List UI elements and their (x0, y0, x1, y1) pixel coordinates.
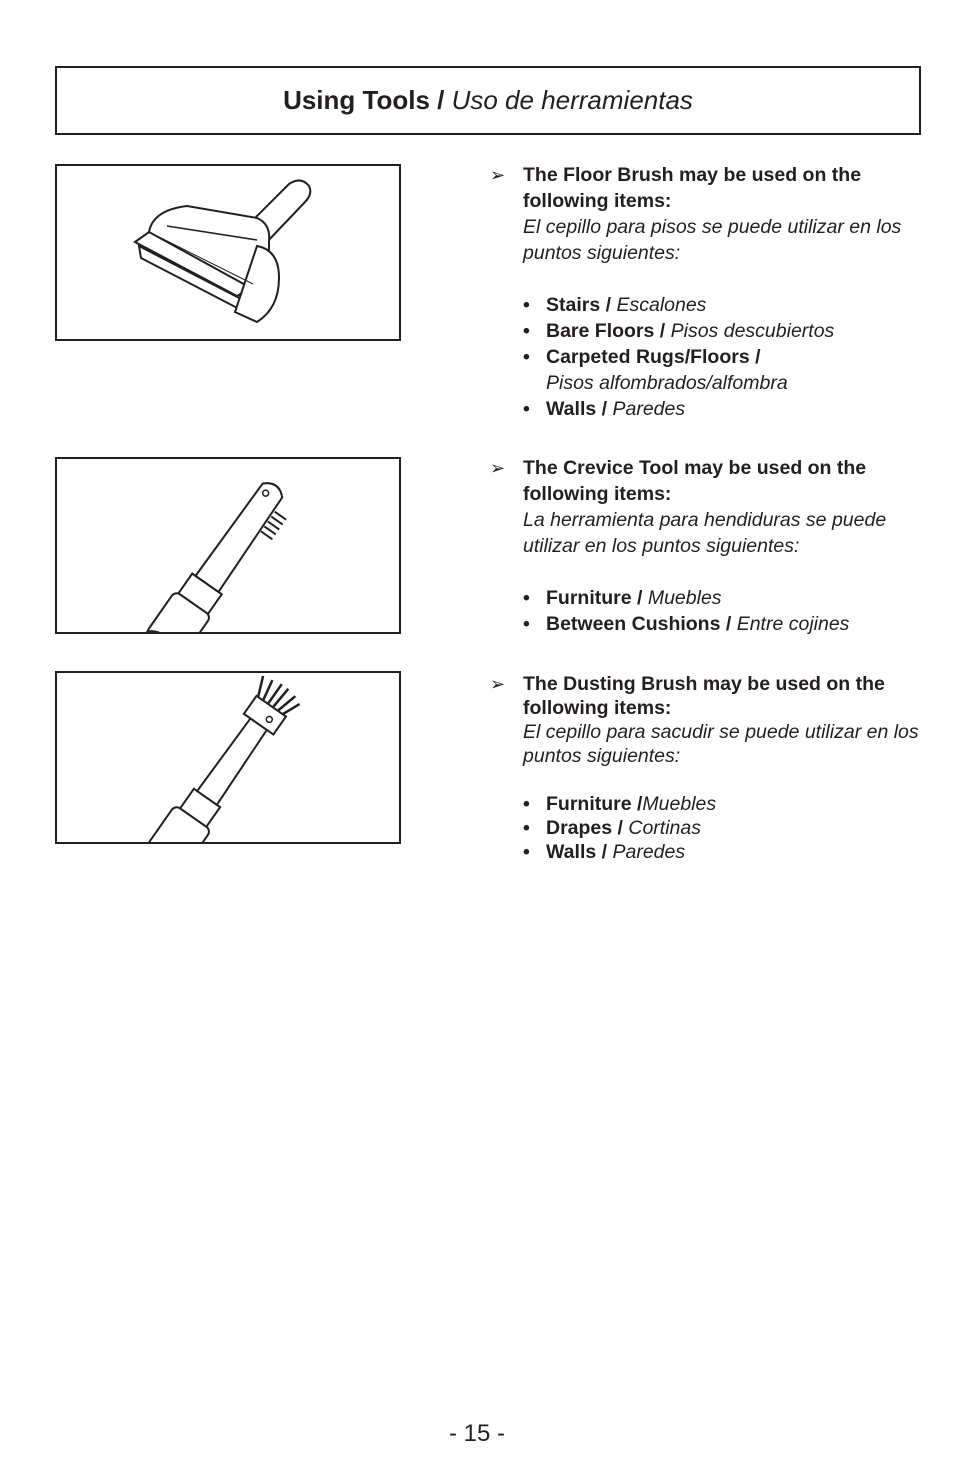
list-item (523, 318, 930, 344)
item-spanish: Muebles (642, 793, 717, 815)
item-spanish: Cortinas (628, 817, 701, 839)
list-item (523, 611, 930, 637)
title-spanish: Uso de herramientas (451, 85, 693, 115)
floor-brush-section (490, 162, 930, 422)
list-item (523, 840, 930, 864)
bullet-icon: • (523, 793, 530, 815)
title-english: Using Tools / (283, 85, 445, 115)
item-english: Furniture / (546, 793, 643, 815)
bullet-icon: • (523, 587, 530, 609)
heading-english: The Floor Brush may be used on the following items: (523, 164, 862, 212)
heading-spanish: El cepillo para pisos se puede utilizar en los puntos siguientes: (523, 216, 902, 264)
item-english: Stairs / (546, 294, 612, 316)
crevice-tool-section (490, 455, 930, 637)
heading-spanish: La herramienta para hendiduras se puede utilizar en los puntos siguientes: (523, 509, 887, 557)
item-spanish: Paredes (612, 398, 686, 420)
bullet-icon: • (523, 817, 530, 839)
item-english: Bare Floors / (546, 320, 666, 342)
item-spanish: Muebles (647, 587, 722, 609)
floor-brush-illustration (55, 164, 401, 341)
arrow-icon: ➢ (490, 165, 506, 185)
item-english: Walls / (546, 398, 608, 420)
list-item (523, 396, 930, 422)
item-list (523, 292, 930, 422)
heading-english: The Dusting Brush may be used on the following items: (523, 673, 885, 719)
bullet-icon: • (523, 398, 530, 420)
crevice-tool-illustration (55, 457, 401, 634)
arrow-icon: ➢ (490, 674, 506, 694)
item-spanish: Pisos alfombrados/alfombra (546, 372, 788, 394)
section-heading (490, 455, 930, 507)
section-heading (490, 162, 930, 214)
item-english: Carpeted Rugs/Floors / (546, 346, 761, 368)
list-item (523, 792, 930, 816)
item-list (523, 792, 930, 864)
item-spanish: Escalones (616, 294, 707, 316)
dusting-brush-section (490, 672, 930, 864)
item-english: Furniture / (546, 587, 643, 609)
item-spanish: Entre cojines (736, 613, 850, 635)
item-spanish: Pisos descubiertos (670, 320, 835, 342)
bullet-icon: • (523, 346, 530, 368)
dusting-brush-illustration (55, 671, 401, 844)
page-number: - 15 - (448, 1420, 505, 1447)
bullet-icon: • (523, 320, 530, 342)
heading-spanish: El cepillo para sacudir se puede utilizar en los puntos siguientes: (523, 721, 919, 767)
list-item (523, 292, 930, 318)
section-heading (490, 672, 930, 720)
list-item (523, 816, 930, 840)
item-english: Between Cushions / (546, 613, 732, 635)
item-spanish: Paredes (612, 841, 686, 863)
heading-english: The Crevice Tool may be used on the following items: (523, 457, 867, 505)
arrow-icon: ➢ (490, 458, 506, 478)
page-title (55, 66, 921, 135)
list-item (523, 344, 930, 396)
bullet-icon: • (523, 841, 530, 863)
bullet-icon: • (523, 613, 530, 635)
item-english: Drapes / (546, 817, 623, 839)
item-english: Walls / (546, 841, 608, 863)
bullet-icon: • (523, 294, 530, 316)
list-item (523, 585, 930, 611)
item-list (523, 585, 930, 637)
